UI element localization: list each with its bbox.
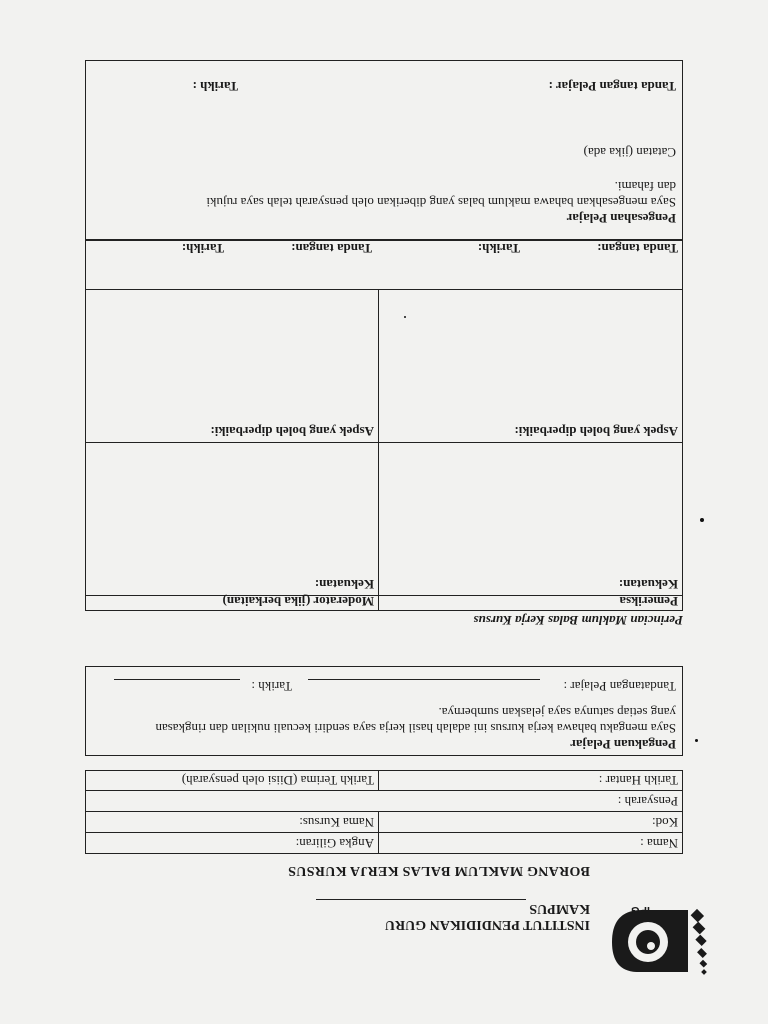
pengakuan-signature-label: Tandatangan Pelajar :	[563, 679, 676, 694]
pengesahan-date-label[interactable]: Tarikh :	[192, 79, 238, 94]
pengakuan-text: Saya mengaku bahawa kerja kursus ini adalah hasil kerja saya sendiri kecuali nukilan dan ringkasan	[155, 721, 676, 736]
form-title: BORANG MAKLUM BALAS KERJA KURSUS	[287, 863, 590, 878]
nama-kursus-field[interactable]: Nama Kursus:	[299, 815, 374, 830]
scan-speck	[695, 739, 698, 742]
pengakuan-signature-line[interactable]	[308, 679, 540, 680]
ipg-logo-icon	[604, 904, 708, 980]
moderator-tarikh[interactable]: Tarikh:	[181, 241, 224, 256]
moderator-tandatangan[interactable]: Tanda tangan:	[291, 241, 372, 256]
institute-name: INSTITUT PENDIDIKAN GURU	[384, 917, 590, 932]
tarikh-hantar-field[interactable]: Tarikh Hantar :	[598, 773, 678, 788]
ipg-logo	[604, 904, 708, 980]
campus-underline	[316, 899, 526, 900]
aspek-moderator[interactable]: Aspek yang boleh diperbaiki:	[210, 424, 374, 439]
catatan-label[interactable]: Catatan (jika ada)	[583, 145, 676, 160]
campus-label: KAMPUS	[529, 901, 590, 916]
table-divider	[85, 289, 683, 290]
pengesahan-text: Saya mengesahkan bahawa maklum balas yang diberikan oleh pensyarah telah saya rujuki	[206, 195, 676, 210]
pengesahan-title: Pengesahan Pelajar	[566, 211, 676, 226]
pengesahan-signature-label[interactable]: Tanda tangan Pelajar :	[548, 79, 676, 94]
pengakuan-date-label: Tarikh :	[251, 679, 292, 694]
table-divider	[85, 442, 683, 443]
kekuatan-moderator[interactable]: Kekuatan:	[314, 577, 374, 592]
pengesahan-text: dan fahami.	[614, 179, 676, 194]
kekuatan-pemeriksa[interactable]: Kekuatan:	[618, 577, 678, 592]
pengakuan-text: yang setiap satunya saya jelaskan sumbernya.	[438, 705, 676, 720]
pemeriksa-header: Pemeriksa	[619, 594, 678, 609]
aspek-pemeriksa[interactable]: Aspek yang boleh diperbaiki:	[514, 424, 678, 439]
perincian-title: Perincian Maklum Balas Kerja Kursus	[473, 613, 683, 628]
pensyarah-field[interactable]: Pensyarah :	[617, 794, 678, 809]
angka-giliran-field[interactable]: Angka Giliran:	[295, 836, 374, 851]
pengakuan-date-line[interactable]	[114, 679, 240, 680]
logo-text: IPG	[631, 904, 650, 916]
moderator-header: Moderator (jika berkaitan)	[222, 594, 374, 609]
nama-field[interactable]: Nama :	[640, 836, 678, 851]
pemeriksa-tarikh[interactable]: Tarikh:	[477, 241, 520, 256]
scan-speck	[700, 518, 704, 522]
tarikh-terima-field[interactable]: Tarikh Terima (Diisi oleh pensyarah)	[181, 773, 374, 788]
pengakuan-title: Pengakuan Pelajar	[570, 737, 676, 752]
kod-field[interactable]: Kod:	[652, 815, 678, 830]
scan-speck	[404, 316, 406, 318]
pemeriksa-tandatangan[interactable]: Tanda tangan:	[597, 241, 678, 256]
